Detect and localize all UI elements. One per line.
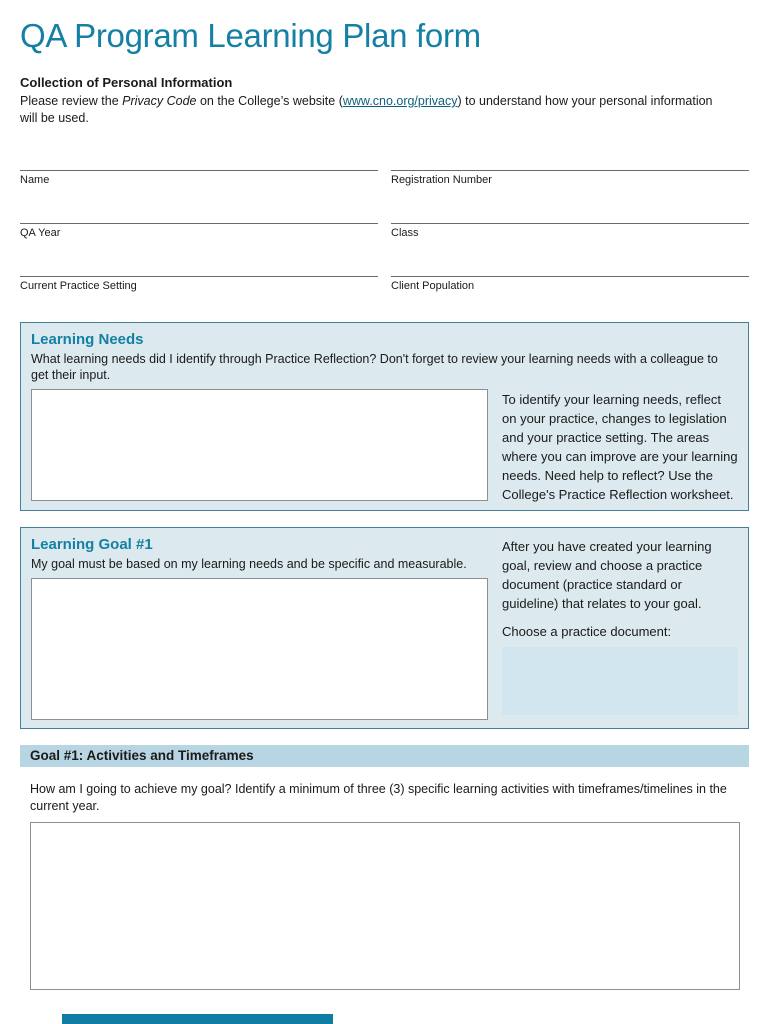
intro-text: ) to understand how your personal information will be used. (20, 93, 713, 125)
intro-text: on the College’s website ( (196, 93, 343, 108)
privacy-code-italic: Privacy Code (122, 93, 197, 108)
activities-input[interactable] (30, 822, 740, 990)
practice-document-select[interactable] (502, 647, 738, 715)
choose-practice-document-label: Choose a practice document: (502, 623, 672, 639)
name-input[interactable] (20, 141, 378, 171)
page-title: QA Program Learning Plan form (20, 17, 481, 54)
personal-info-fields (20, 141, 749, 292)
learning-needs-side (498, 389, 738, 505)
client-population-input[interactable] (391, 247, 749, 277)
learning-goal-section (20, 527, 749, 729)
activities-section (20, 745, 749, 990)
learning-needs-input[interactable] (31, 389, 488, 501)
learning-goal-input[interactable] (31, 578, 488, 720)
learning-needs-description: What learning needs did I identify through Practice Reflection? Don't forget to review your learning needs with a colleague to get their input. (31, 351, 718, 382)
privacy-link[interactable]: www.cno.org/privacy (342, 93, 458, 108)
learning-goal-body (31, 536, 738, 720)
intro-text: Please review the (20, 93, 123, 108)
class-input[interactable] (391, 194, 749, 224)
intro-heading: Collection of Personal Information (20, 74, 233, 90)
field-current-practice-setting (20, 247, 378, 292)
field-registration-number (391, 141, 749, 186)
qa-year-input[interactable] (20, 194, 378, 224)
field-name (20, 141, 378, 186)
learning-goal-help-text: After you have created your learning goal, review and choose a practice document (practice standard or guideline) that relates to your goal. (502, 539, 712, 611)
field-class (391, 194, 749, 239)
activities-heading: Goal #1: Activities and Timeframes (30, 748, 254, 764)
current-practice-setting-input[interactable] (20, 247, 378, 277)
learning-needs-help-text: To identify your learning needs, reflect on your practice, changes to legislation and your practice setting. The areas where you can improve are your learning needs. Need help to reflect? Use the College's Practice Reflection worksheet. (502, 392, 738, 503)
field-label: Current Practice Setting (20, 279, 137, 292)
field-label: Client Population (391, 279, 475, 292)
learning-goal-left-column (31, 536, 488, 720)
learning-goal-description: My goal must be based on my learning needs and be specific and measurable. (31, 557, 467, 572)
field-client-population (391, 247, 749, 292)
activities-description: How am I going to achieve my goal? Identify a minimum of three (3) specific learning activities with timeframes/timelines in the current year. (30, 782, 727, 813)
activities-header-bar (20, 745, 749, 767)
learning-needs-section (20, 322, 749, 511)
field-label: QA Year (20, 226, 61, 239)
learning-needs-body (31, 389, 738, 505)
intro-paragraph (20, 93, 726, 127)
registration-number-input[interactable] (391, 141, 749, 171)
footer-bar (62, 1014, 333, 1024)
field-label: Name (20, 173, 50, 186)
learning-goal-heading: Learning Goal #1 (31, 536, 153, 554)
learning-needs-heading: Learning Needs (31, 330, 144, 348)
field-label: Registration Number (391, 173, 492, 186)
field-label: Class (391, 226, 419, 239)
field-qa-year (20, 194, 378, 239)
learning-goal-side (498, 536, 738, 720)
